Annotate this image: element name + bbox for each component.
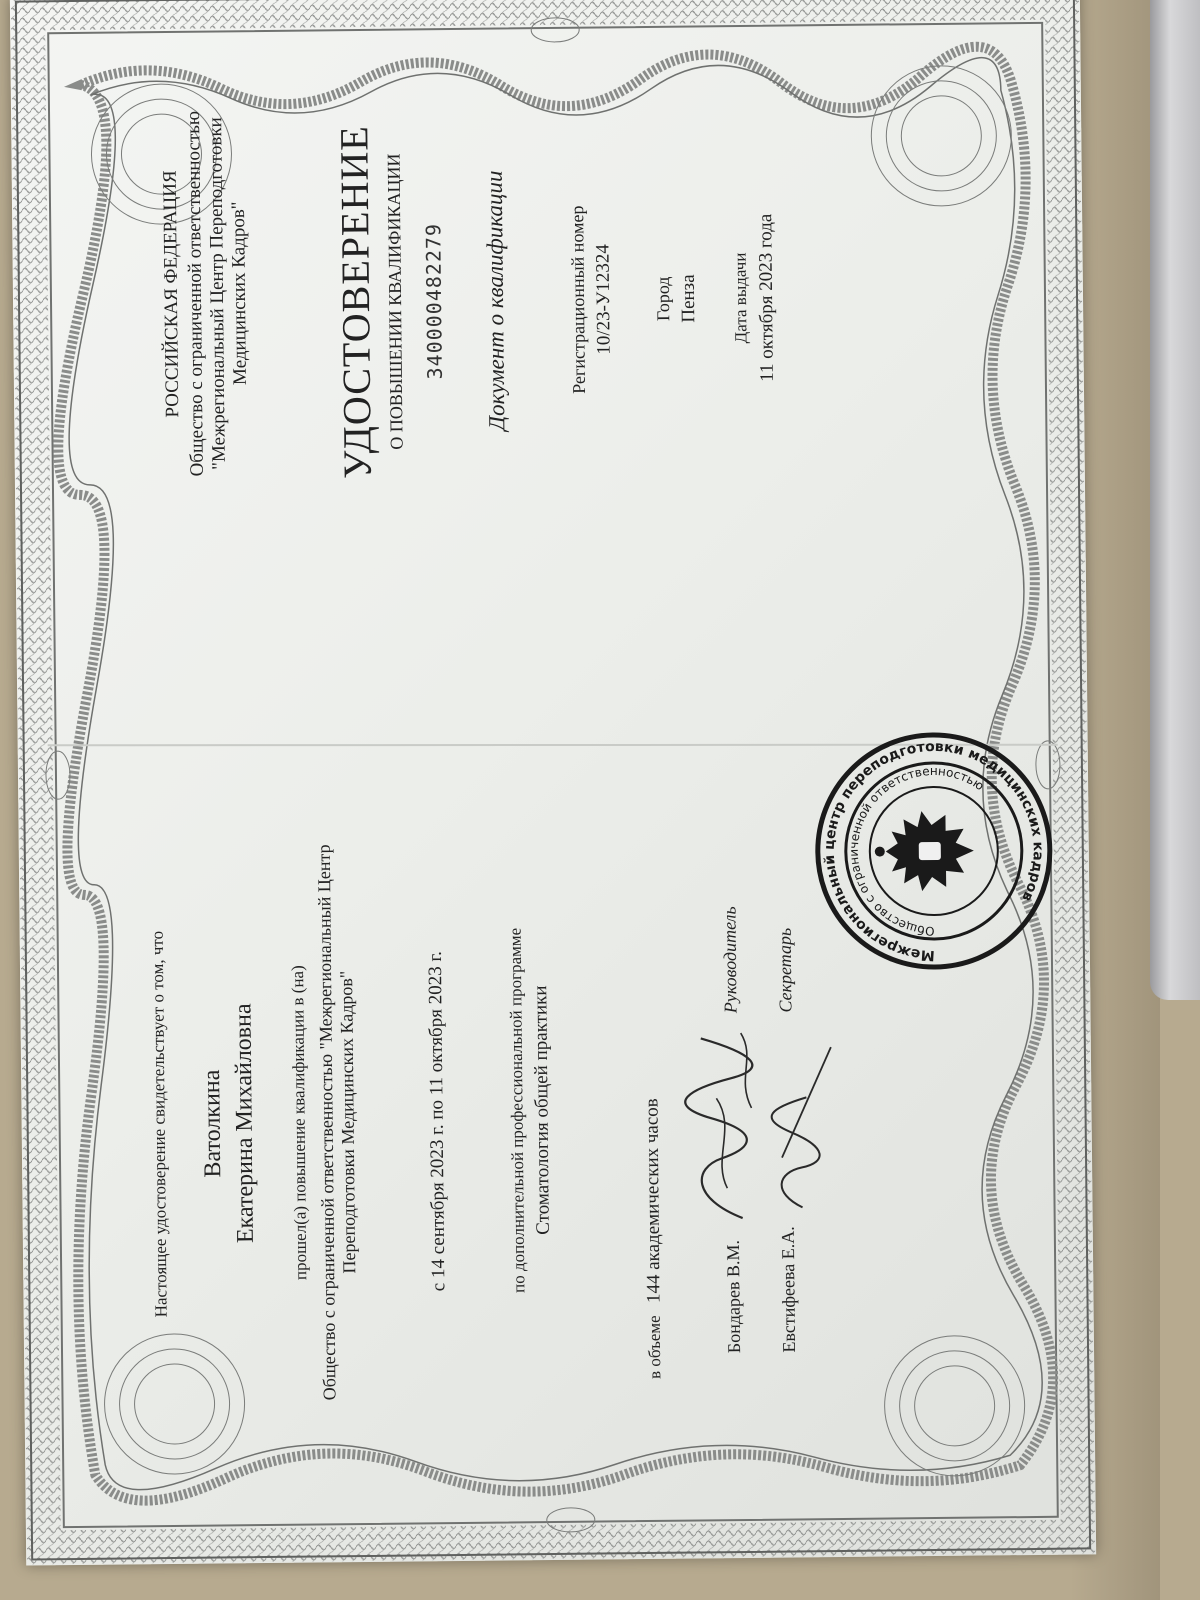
certificate-intro: Настоящее удостоверение свидетельствует о том, что xyxy=(147,930,171,1318)
official-seal xyxy=(813,730,1056,973)
volume-value: 144 академических часов xyxy=(641,1098,665,1304)
registration-number: 10/23-У12324 xyxy=(592,244,615,355)
passed-text: прошел(а) повышение квалификации в (на) xyxy=(287,965,311,1281)
volume-line xyxy=(641,1098,666,1379)
secretary-role: Секретарь xyxy=(774,927,796,1013)
seal-outer-text: Межрегиональный центр переподготовки медицинских кадров xyxy=(821,738,1046,964)
certificate-content xyxy=(10,0,1096,1566)
head-name: Бондарев В.М. xyxy=(722,1239,745,1354)
program-name: Стоматология общей практики xyxy=(530,985,554,1235)
document-subtitle: О ПОВЫШЕНИИ КВАЛИФИКАЦИИ xyxy=(383,153,407,450)
document-type: Документ о квалификации xyxy=(481,170,510,431)
issuer-organization: Общество с ограниченной ответственностью "Межрегиональный Центр Переподготовки Медицинских Кадров" xyxy=(183,110,251,477)
secretary-signature xyxy=(751,1037,843,1218)
registration-label: Регистрационный номер xyxy=(567,205,590,394)
city-value: Пенза xyxy=(677,274,700,323)
recipient-surname: Ватолкина xyxy=(199,1069,227,1178)
issue-date: 11 октября 2023 года xyxy=(755,213,778,382)
laptop-edge xyxy=(1150,0,1200,1000)
city-label: Город xyxy=(652,276,674,322)
program-label: по дополнительной профессиональной программе xyxy=(505,927,529,1294)
training-period: с 14 сентября 2023 г. по 11 октября 2023 г. xyxy=(424,951,450,1292)
seal-inner-text: Общество с ограниченной ответственностью xyxy=(846,764,987,939)
eagle-emblem-icon xyxy=(874,811,974,892)
recipient-given-names: Екатерина Михайловна xyxy=(230,1003,259,1244)
issue-date-label: Дата выдачи xyxy=(730,252,751,344)
serial-number: 340000482279 xyxy=(421,222,447,380)
certificate-sheet xyxy=(10,0,1096,1566)
secretary-name: Евстифеева Е.А. xyxy=(777,1226,800,1353)
country-heading: РОССИЙСКАЯ ФЕДЕРАЦИЯ xyxy=(159,170,184,418)
head-role: Руководитель xyxy=(719,906,741,1014)
training-organization: Общество с ограниченной ответственностью "Межрегиональный Центр Переподготовки Медицинских Кадров" xyxy=(313,844,359,1401)
document-title: УДОСТОВЕРЕНИЕ xyxy=(331,125,380,479)
volume-label: в объеме xyxy=(644,1315,665,1380)
